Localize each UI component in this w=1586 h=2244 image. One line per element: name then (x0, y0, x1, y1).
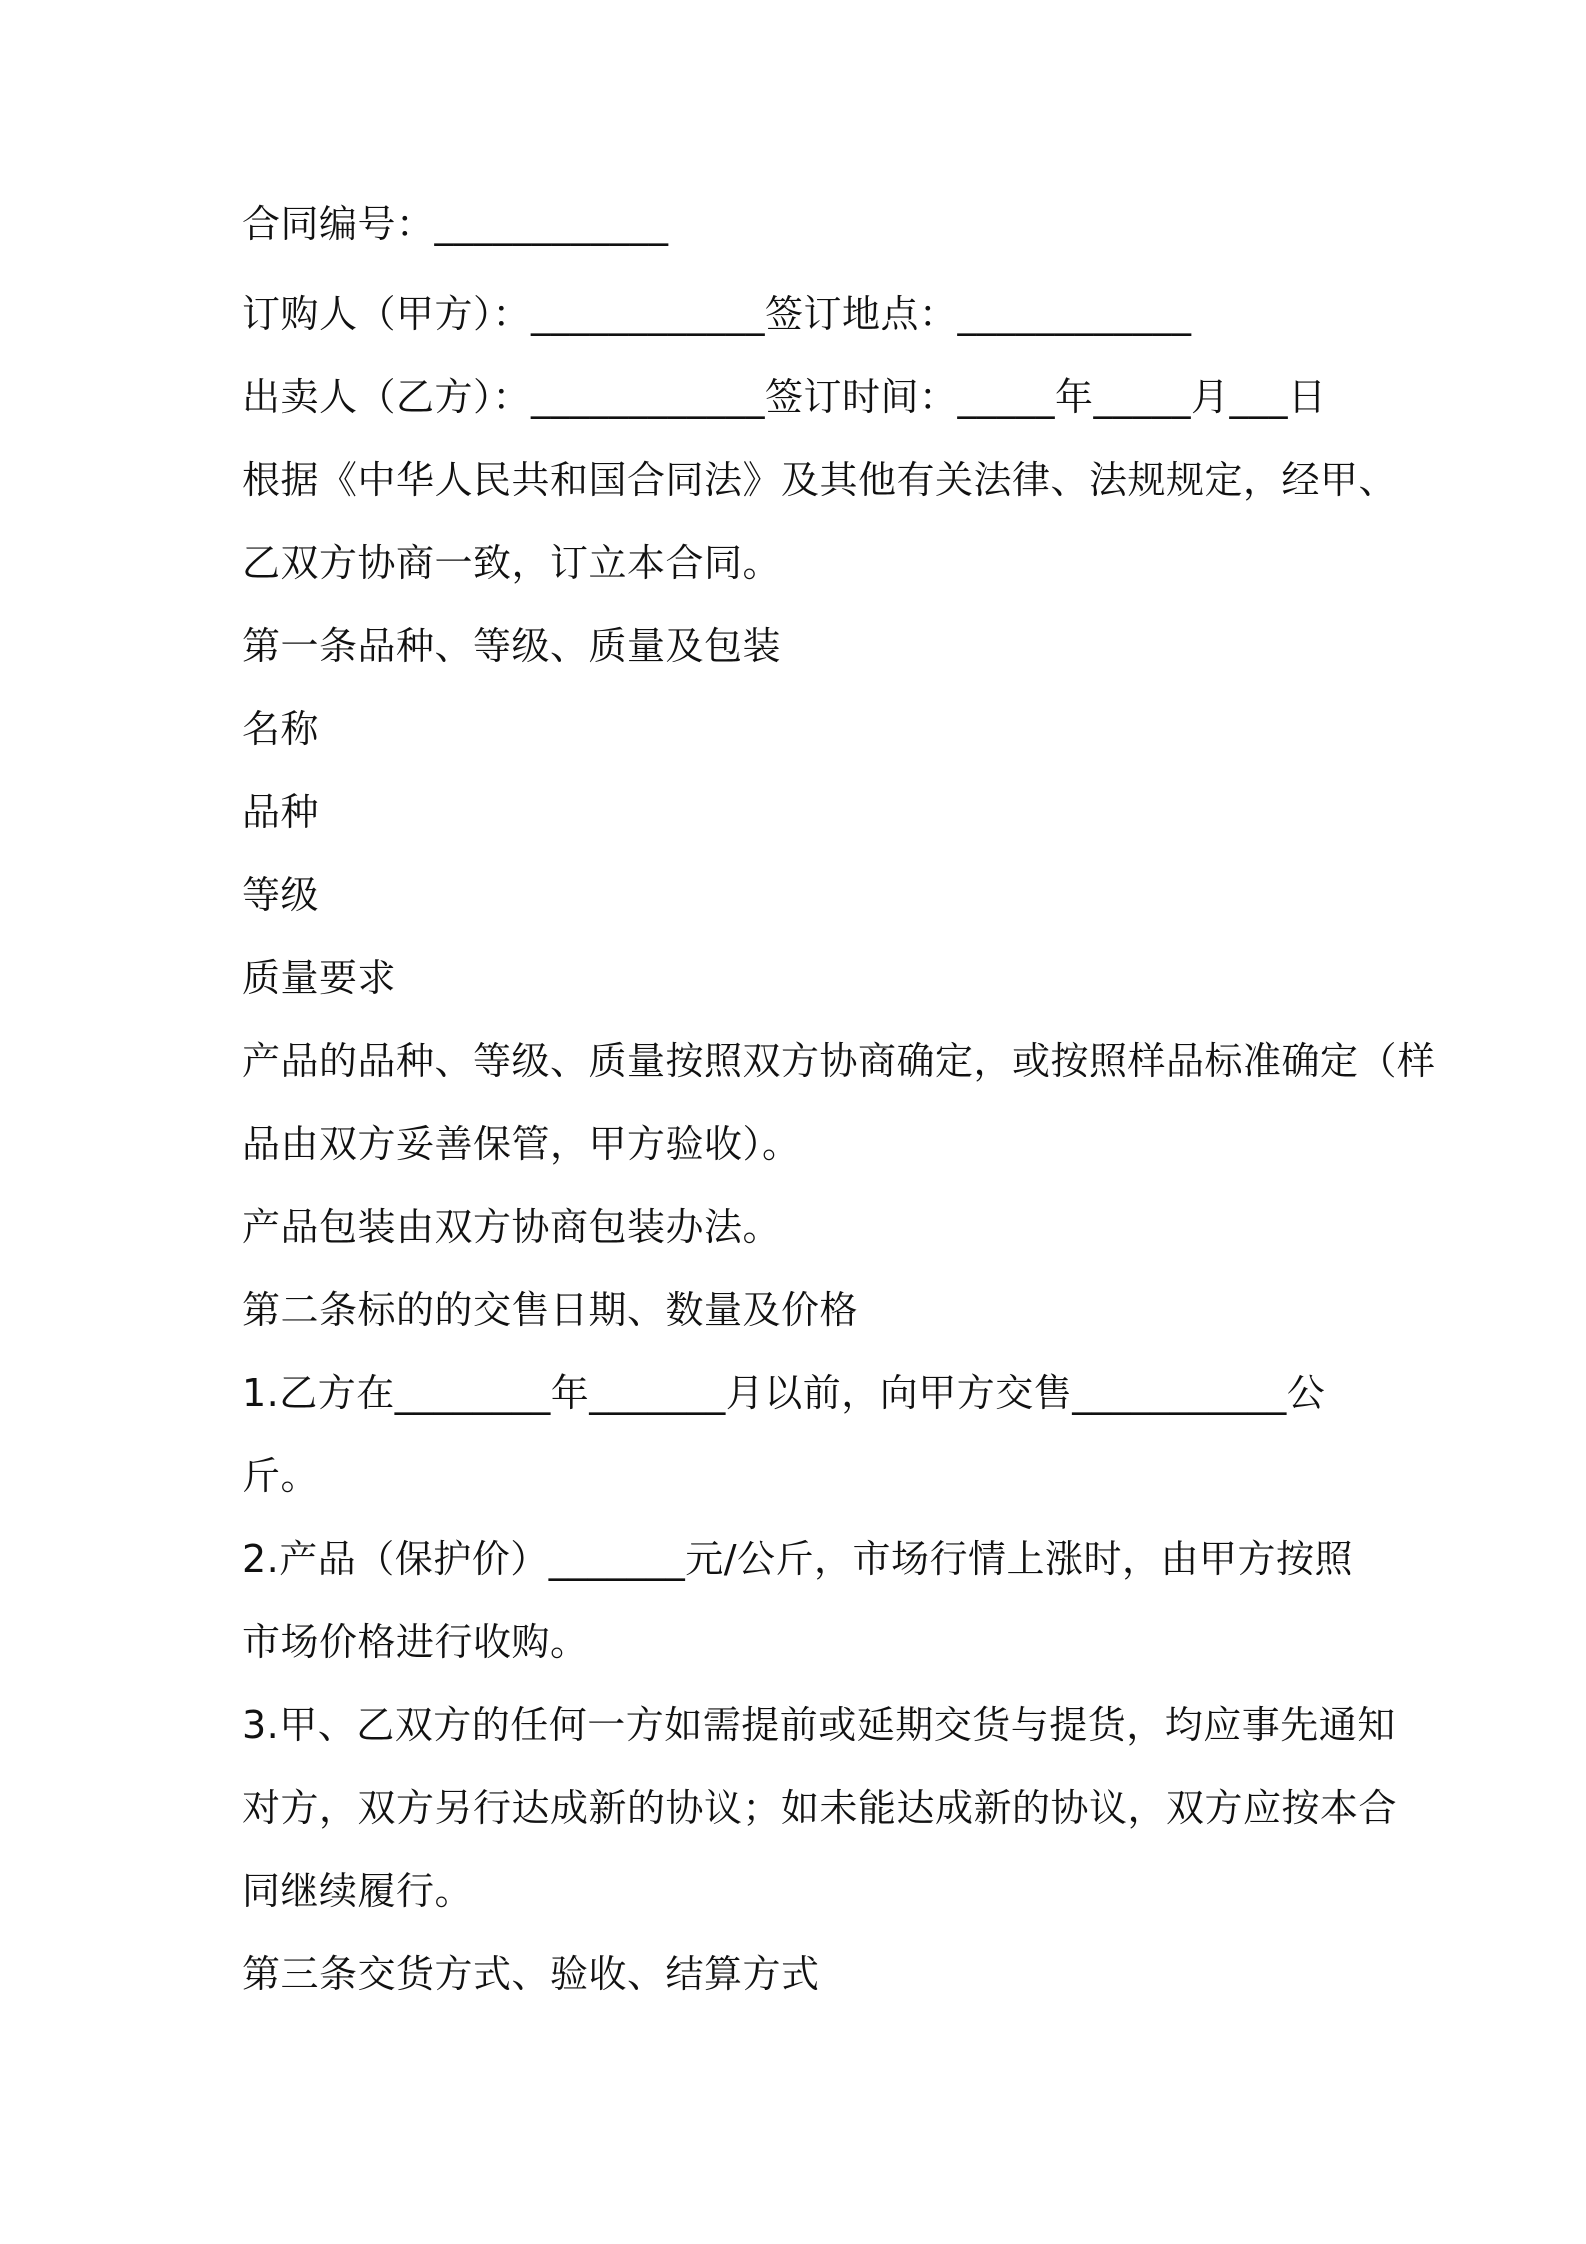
item-variety-label: 品种 (242, 790, 320, 834)
article-2-clause-2-line-1: 2.产品（保护价）_______元/公斤，市场行情上涨时，由甲方按照 (242, 1537, 1354, 1581)
article-2-clause-1-line-1: 1.乙方在________年_______月以前，向甲方交售___________公 (242, 1371, 1326, 1415)
article-2-clause-2-line-2: 市场价格进行收购。 (242, 1620, 589, 1664)
contract-number-line: 合同编号：____________ (242, 202, 669, 246)
item-name-label: 名称 (242, 707, 320, 751)
article-2-clause-3-line-1: 3.甲、乙双方的任何一方如需提前或延期交货与提货，均应事先通知 (242, 1703, 1396, 1747)
item-grade-label: 等级 (242, 873, 320, 917)
intro-paragraph-line-1: 根据《中华人民共和国合同法》及其他有关法律、法规规定，经甲、 (242, 458, 1398, 502)
article-1-paragraph-1-line-2: 品由双方妥善保管，甲方验收）。 (242, 1122, 801, 1166)
article-2-title: 第二条标的的交售日期、数量及价格 (242, 1288, 859, 1332)
intro-paragraph-line-2: 乙双方协商一致，订立本合同。 (242, 541, 782, 585)
article-1-paragraph-1-line-1: 产品的品种、等级、质量按照双方协商确定，或按照样品标准确定（样 (242, 1039, 1436, 1083)
article-3-title: 第三条交货方式、验收、结算方式 (242, 1952, 820, 1996)
article-2-clause-3-line-3: 同继续履行。 (242, 1869, 474, 1913)
seller-line: 出卖人（乙方）：____________签订时间：_____年_____月___日 (242, 375, 1327, 419)
article-1-paragraph-2: 产品包装由双方协商包装办法。 (242, 1205, 782, 1249)
article-2-clause-3-line-2: 对方，双方另行达成新的协议；如未能达成新的协议，双方应按本合 (242, 1786, 1398, 1830)
item-quality-label: 质量要求 (242, 956, 397, 1000)
buyer-line: 订购人（甲方）：____________签订地点：____________ (242, 292, 1192, 336)
article-1-title: 第一条品种、等级、质量及包装 (242, 624, 782, 668)
article-2-clause-1-line-2: 斤。 (242, 1454, 320, 1498)
